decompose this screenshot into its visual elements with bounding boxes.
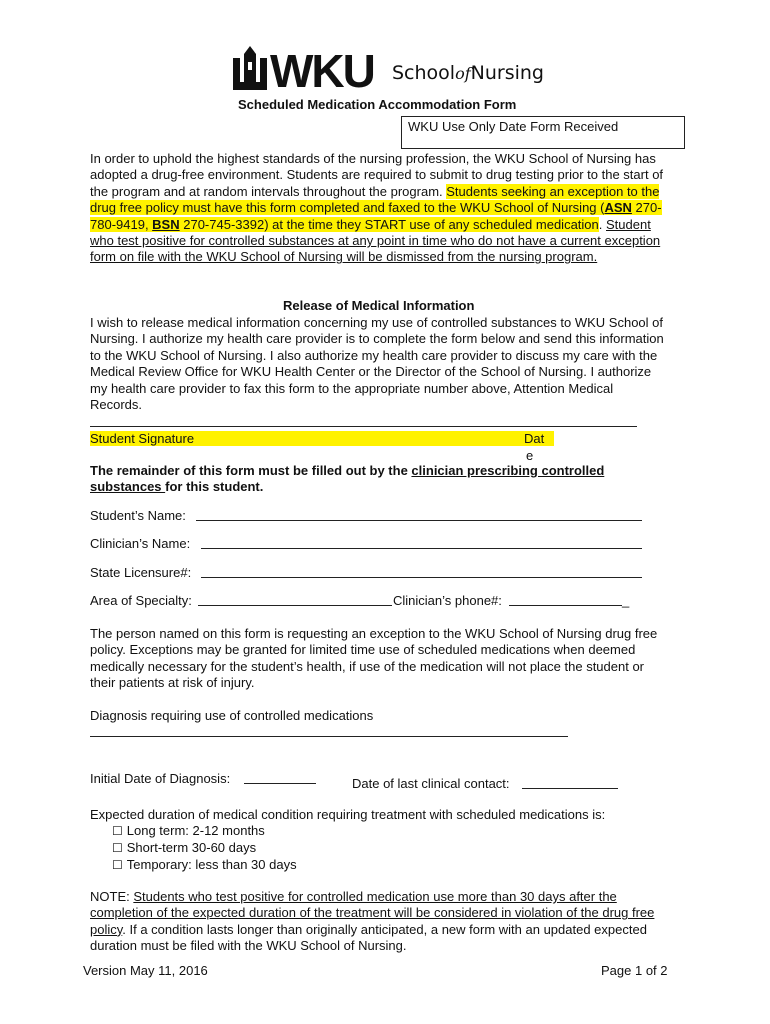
page-number: Page 1 of 2 bbox=[601, 963, 668, 978]
office-use-box bbox=[401, 116, 685, 149]
signature-label: Student Signature bbox=[90, 431, 195, 446]
clinician-name-field[interactable] bbox=[201, 548, 642, 549]
duration-option-short[interactable]: ☐ Short-term 30-60 days bbox=[112, 840, 257, 855]
checkbox-icon[interactable]: ☐ bbox=[112, 858, 123, 872]
intro-paragraph: In order to uphold the highest standards of the nursing profession, the WKU School of Nursing has adopted a drug-free environment. Students are required to submit to drug testing prior to the start of the program and at random intervals throughout the program. Students seeking an exception to the drug free policy must have this form completed and faxed to the WKU School of Nursing (ASN 270-780-9419, BSN 270-745-3392) at the time they START use of any scheduled medication. Student who test positive for controlled substances at any point in time who do not have a current exception form on file with the WKU School of Nursing will be dismissed from the nursing program. bbox=[90, 151, 664, 265]
specialty-field[interactable] bbox=[198, 605, 392, 606]
clinician-instructions: The remainder of this form must be filled out by the clinician prescribing controlled substances for this student. bbox=[90, 463, 605, 495]
student-name-field[interactable] bbox=[196, 520, 642, 521]
release-paragraph: I wish to release medical information concerning my use of controlled substances to WKU School of Nursing. I authorize my health care provider is to complete the form below and send this information to the WKU School of Nursing. I also authorize my health care provider to discuss my care with the Medical Review Office for WKU Health Center or the Director of the School of Nursing. I authorize my health care provider to fax this form to the appropriate number above, Attention Medical Records. bbox=[90, 315, 664, 413]
duration-label: Expected duration of medical condition requiring treatment with scheduled medications is: bbox=[90, 807, 606, 822]
logo-text: WKU bbox=[270, 45, 374, 97]
last-contact-label: Date of last clinical contact: bbox=[352, 776, 510, 791]
license-label: State Licensure#: bbox=[90, 565, 192, 580]
checkbox-icon[interactable]: ☐ bbox=[112, 841, 123, 855]
initial-date-field[interactable] bbox=[244, 783, 316, 784]
clinician-name-label: Clinician’s Name: bbox=[90, 536, 191, 551]
checkbox-icon[interactable]: ☐ bbox=[112, 824, 123, 838]
initial-date-label: Initial Date of Diagnosis: bbox=[90, 771, 231, 786]
last-contact-field[interactable] bbox=[522, 788, 618, 789]
student-name-label: Student’s Name: bbox=[90, 508, 186, 523]
phone-field[interactable] bbox=[509, 605, 622, 606]
phone-label: Clinician’s phone#: bbox=[393, 593, 502, 608]
signature-date-label-a: Dat bbox=[524, 431, 545, 446]
signature-line bbox=[90, 426, 637, 427]
specialty-label: Area of Specialty: bbox=[90, 593, 192, 608]
note-paragraph: NOTE: Students who test positive for controlled medication use more than 30 days after the completion of the expected duration of the treatment will be considered in violation of the drug free policy. If a condition lasts longer than originally anticipated, a new form with an updated expected duration must be filed with the WKU School of Nursing. bbox=[90, 889, 655, 954]
exception-paragraph: The person named on this form is requesting an exception to the WKU School of Nursing drug free policy. Exceptions may be granted for limited time use of scheduled medications when deemed medically necessary for the student’s health, if use of the medication will not place the student or their patients at risk of injury. bbox=[90, 626, 658, 691]
diagnosis-field[interactable] bbox=[90, 736, 568, 737]
license-field[interactable] bbox=[201, 577, 642, 578]
version-label: Version May 11, 2016 bbox=[83, 963, 208, 978]
duration-option-long[interactable]: ☐ Long term: 2-12 months bbox=[112, 823, 265, 838]
school-name: SchoolofNursing bbox=[392, 62, 544, 84]
wku-logo bbox=[232, 44, 382, 96]
form-title: Scheduled Medication Accommodation Form bbox=[238, 97, 517, 112]
phone-field-tail: _ bbox=[622, 593, 630, 608]
office-use-label: WKU Use Only Date Form Received bbox=[408, 119, 619, 134]
duration-option-temporary[interactable]: ☐ Temporary: less than 30 days bbox=[112, 857, 297, 872]
signature-date-label-b: e bbox=[526, 448, 534, 463]
diagnosis-label: Diagnosis requiring use of controlled medications bbox=[90, 708, 374, 723]
wku-tower-icon bbox=[232, 44, 268, 94]
release-heading: Release of Medical Information bbox=[283, 298, 475, 313]
